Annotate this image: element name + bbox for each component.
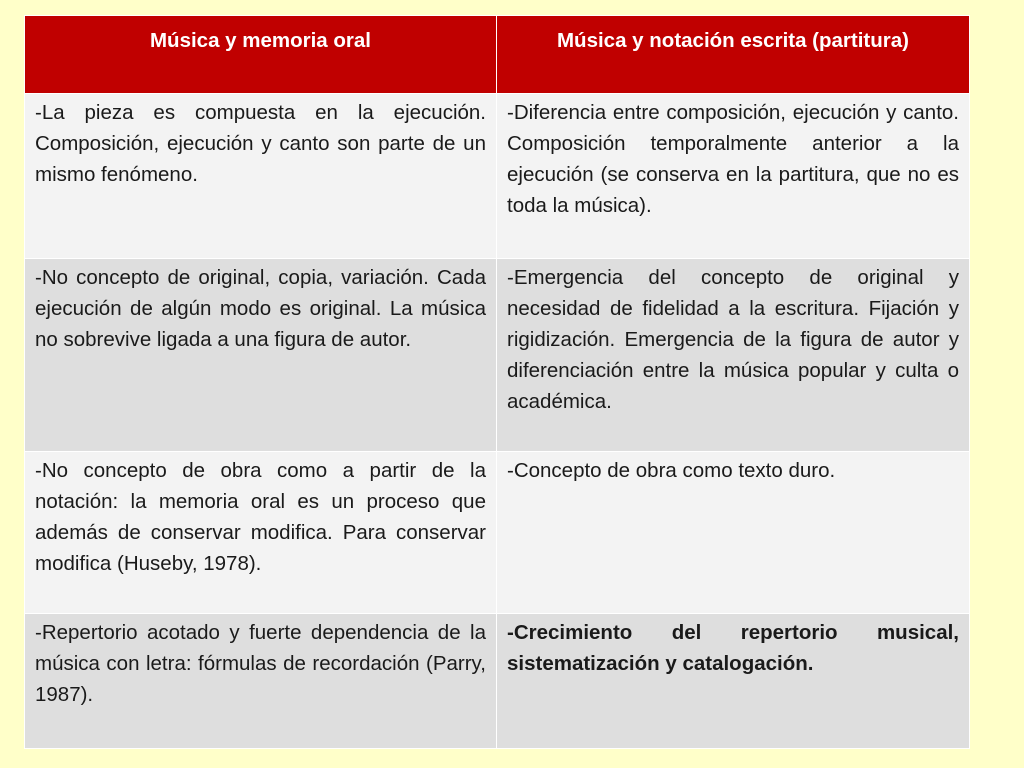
table-cell-written: -Concepto de obra como texto duro. (497, 452, 970, 614)
table-cell-oral: -No concepto de obra como a partir de la notación: la memoria oral es un proceso que además de conservar modifica. Para conservar modifica (Huseby, 1978). (25, 452, 497, 614)
table-cell-written: -Crecimiento del repertorio musical, sistematización y catalogación. (497, 614, 970, 749)
comparison-table (24, 15, 970, 749)
table-row (25, 259, 970, 452)
header-oral-memory: Música y memoria oral (25, 16, 497, 94)
table-cell-oral: -La pieza es compuesta en la ejecución. Composición, ejecución y canto son parte de un mismo fenómeno. (25, 94, 497, 259)
table-cell-written: -Diferencia entre composición, ejecución y canto. Composición temporalmente anterior a la ejecución (se conserva en la partitura, que no es toda la música). (497, 94, 970, 259)
table-header-row (25, 16, 970, 94)
table-row (25, 94, 970, 259)
table-cell-oral: -Repertorio acotado y fuerte dependencia de la música con letra: fórmulas de recordación (Parry, 1987). (25, 614, 497, 749)
table-row (25, 614, 970, 749)
table-row (25, 452, 970, 614)
table-cell-oral: -No concepto de original, copia, variación. Cada ejecución de algún modo es original. La música no sobrevive ligada a una figura de autor. (25, 259, 497, 452)
table-cell-written: -Emergencia del concepto de original y necesidad de fidelidad a la escritura. Fijación y rigidización. Emergencia de la figura de autor y diferenciación entre la música popular y culta o académica. (497, 259, 970, 452)
header-written-notation: Música y notación escrita (partitura) (497, 16, 970, 94)
